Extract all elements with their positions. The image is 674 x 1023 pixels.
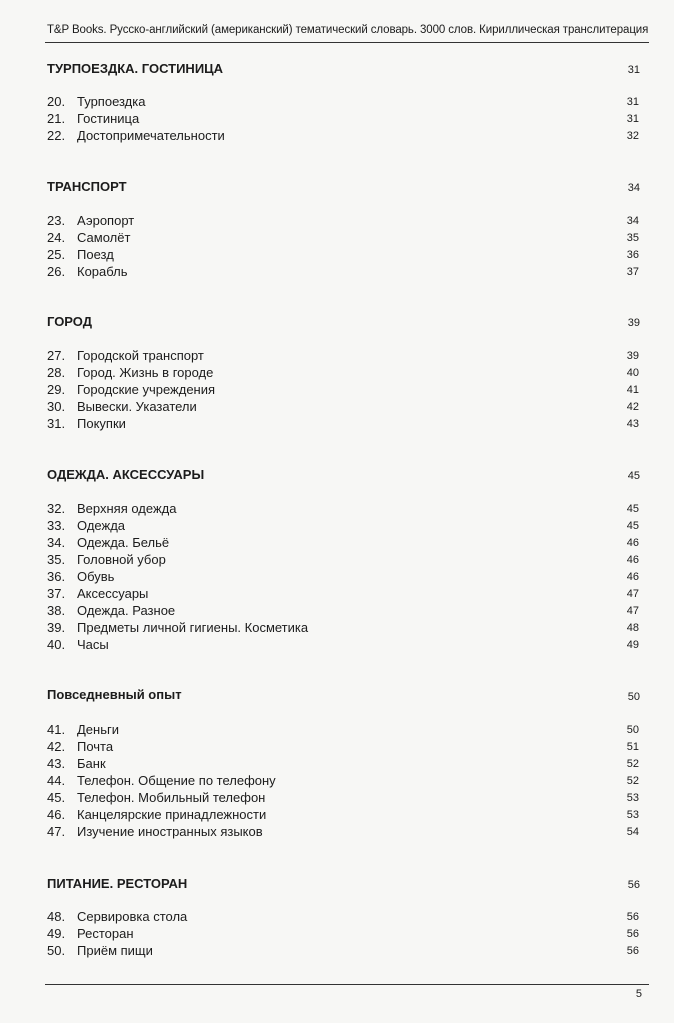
entry-label: Часы xyxy=(77,637,109,652)
toc-entry[interactable] xyxy=(47,790,639,807)
toc-entry[interactable] xyxy=(47,586,639,603)
entry-page: 32 xyxy=(626,130,639,142)
toc-entry[interactable] xyxy=(47,535,639,552)
entry-number: 33. xyxy=(47,518,66,533)
entry-number: 36. xyxy=(47,569,66,584)
toc-entry[interactable] xyxy=(47,756,639,773)
entry-label: Сервировка стола xyxy=(77,909,188,924)
entry-number: 41. xyxy=(47,722,66,737)
toc-entry[interactable] xyxy=(47,111,639,128)
toc-entry[interactable] xyxy=(47,824,639,841)
entry-page: 43 xyxy=(626,418,639,430)
entry-label: Банк xyxy=(77,756,106,771)
section-page: 31 xyxy=(627,64,640,76)
entry-page: 46 xyxy=(626,554,639,566)
toc-entry[interactable] xyxy=(47,501,639,518)
entry-label: Поезд xyxy=(77,247,114,262)
entry-number: 40. xyxy=(47,637,66,652)
entry-page: 31 xyxy=(626,113,639,125)
entry-label: Одежда xyxy=(77,518,126,533)
entry-label: Головной убор xyxy=(77,552,166,567)
entry-page: 36 xyxy=(626,249,639,261)
entry-label: Обувь xyxy=(77,569,115,584)
toc-entry[interactable] xyxy=(47,637,639,654)
toc-entry[interactable] xyxy=(47,416,639,433)
toc-entry[interactable] xyxy=(47,247,639,264)
toc-entry[interactable] xyxy=(47,722,639,739)
entry-label: Предметы личной гигиены. Косметика xyxy=(77,620,309,635)
entry-label: Телефон. Общение по телефону xyxy=(77,773,276,788)
entry-label: Деньги xyxy=(77,722,119,737)
toc-entry[interactable] xyxy=(47,128,639,145)
entry-number: 21. xyxy=(47,111,66,126)
entry-number: 49. xyxy=(47,926,66,941)
entry-number: 42. xyxy=(47,739,66,754)
entry-label: Почта xyxy=(77,739,114,754)
section-page: 56 xyxy=(627,879,640,891)
footer-rule xyxy=(45,984,649,985)
entry-page: 47 xyxy=(626,588,639,600)
entry-label: Гостиница xyxy=(77,111,140,126)
toc-entry[interactable] xyxy=(47,807,639,824)
entry-page: 53 xyxy=(626,809,639,821)
toc-entry[interactable] xyxy=(47,230,639,247)
entry-label: Канцелярские принадлежности xyxy=(77,807,267,822)
toc-entry[interactable] xyxy=(47,94,639,111)
header-rule xyxy=(45,42,649,43)
entry-label: Городской транспорт xyxy=(77,348,204,363)
toc-entry[interactable] xyxy=(47,926,639,943)
entry-label: Аэропорт xyxy=(77,213,135,228)
entry-page: 45 xyxy=(626,520,639,532)
entry-page: 49 xyxy=(626,639,639,651)
section-title: ПИТАНИЕ. РЕСТОРАН xyxy=(47,876,188,891)
section-title: ТУРПОЕЗДКА. ГОСТИНИЦА xyxy=(47,61,224,76)
entry-number: 43. xyxy=(47,756,66,771)
toc-entry[interactable] xyxy=(47,552,639,569)
entry-number: 28. xyxy=(47,365,66,380)
entry-page: 40 xyxy=(626,367,639,379)
section-title: ТРАНСПОРТ xyxy=(47,179,127,194)
entry-number: 46. xyxy=(47,807,66,822)
toc-entry[interactable] xyxy=(47,909,639,926)
entry-page: 34 xyxy=(626,215,639,227)
running-header: T&P Books. Русско-английский (американский) тематический словарь. 3000 слов. Кириллическая транслитерация xyxy=(47,24,649,36)
entry-page: 53 xyxy=(626,792,639,804)
section-title: Повседневный опыт xyxy=(47,687,182,702)
toc-entry[interactable] xyxy=(47,348,639,365)
entry-number: 31. xyxy=(47,416,66,431)
toc-entry[interactable] xyxy=(47,382,639,399)
entry-number: 27. xyxy=(47,348,66,363)
entry-label: Корабль xyxy=(77,264,128,279)
entry-number: 47. xyxy=(47,824,66,839)
entry-label: Покупки xyxy=(77,416,126,431)
section-title: ОДЕЖДА. АКСЕССУАРЫ xyxy=(47,467,205,482)
toc-entry[interactable] xyxy=(47,603,639,620)
entry-label: Вывески. Указатели xyxy=(77,399,197,414)
entry-page: 31 xyxy=(626,96,639,108)
entry-page: 35 xyxy=(626,232,639,244)
entry-number: 20. xyxy=(47,94,66,109)
entry-number: 32. xyxy=(47,501,66,516)
entry-page: 56 xyxy=(626,928,639,940)
entry-page: 47 xyxy=(626,605,639,617)
toc-entry[interactable] xyxy=(47,620,639,637)
entry-number: 24. xyxy=(47,230,66,245)
entry-page: 56 xyxy=(626,945,639,957)
entry-page: 46 xyxy=(626,537,639,549)
toc-entry[interactable] xyxy=(47,943,639,960)
entry-number: 35. xyxy=(47,552,66,567)
entry-number: 45. xyxy=(47,790,66,805)
section-page: 45 xyxy=(627,470,640,482)
toc-entry[interactable] xyxy=(47,773,639,790)
entry-page: 41 xyxy=(626,384,639,396)
entry-number: 34. xyxy=(47,535,66,550)
entry-label: Приём пищи xyxy=(77,943,153,958)
entry-label: Одежда. Разное xyxy=(77,603,176,618)
entry-number: 39. xyxy=(47,620,66,635)
entry-label: Аксессуары xyxy=(77,586,149,601)
toc-entry[interactable] xyxy=(47,739,639,756)
section-page: 34 xyxy=(627,182,640,194)
entry-page: 50 xyxy=(626,724,639,736)
entry-page: 48 xyxy=(626,622,639,634)
entry-label: Ресторан xyxy=(77,926,134,941)
entry-page: 37 xyxy=(626,266,639,278)
entry-number: 44. xyxy=(47,773,66,788)
entry-number: 38. xyxy=(47,603,66,618)
entry-label: Изучение иностранных языков xyxy=(77,824,263,839)
toc-entry[interactable] xyxy=(47,365,639,382)
entry-number: 29. xyxy=(47,382,66,397)
entry-page: 52 xyxy=(626,758,639,770)
entry-number: 25. xyxy=(47,247,66,262)
entry-page: 52 xyxy=(626,775,639,787)
entry-label: Городские учреждения xyxy=(77,382,216,397)
entry-number: 22. xyxy=(47,128,66,143)
entry-label: Город. Жизнь в городе xyxy=(77,365,214,380)
entry-label: Турпоездка xyxy=(77,94,146,109)
entry-label: Одежда. Бельё xyxy=(77,535,170,550)
toc-entry[interactable] xyxy=(47,399,639,416)
entry-page: 42 xyxy=(626,401,639,413)
section-title: ГОРОД xyxy=(47,314,93,329)
entry-number: 48. xyxy=(47,909,66,924)
section-page: 50 xyxy=(627,691,640,703)
entry-page: 39 xyxy=(626,350,639,362)
entry-number: 50. xyxy=(47,943,66,958)
entry-page: 46 xyxy=(626,571,639,583)
entry-label: Телефон. Мобильный телефон xyxy=(77,790,266,805)
entry-page: 45 xyxy=(626,503,639,515)
entry-number: 30. xyxy=(47,399,66,414)
toc-entry[interactable] xyxy=(47,213,639,230)
toc-entry[interactable] xyxy=(47,264,639,281)
entry-label: Достопримечательности xyxy=(77,128,225,143)
entry-page: 54 xyxy=(626,826,639,838)
section-page: 39 xyxy=(627,317,640,329)
entry-number: 37. xyxy=(47,586,66,601)
entry-page: 51 xyxy=(626,741,639,753)
entry-number: 26. xyxy=(47,264,66,279)
entry-label: Самолёт xyxy=(77,230,131,245)
toc-entry[interactable] xyxy=(47,569,639,586)
toc-entry[interactable] xyxy=(47,518,639,535)
entry-page: 56 xyxy=(626,911,639,923)
page-number: 5 xyxy=(635,988,642,1000)
entry-label: Верхняя одежда xyxy=(77,501,177,516)
entry-number: 23. xyxy=(47,213,66,228)
